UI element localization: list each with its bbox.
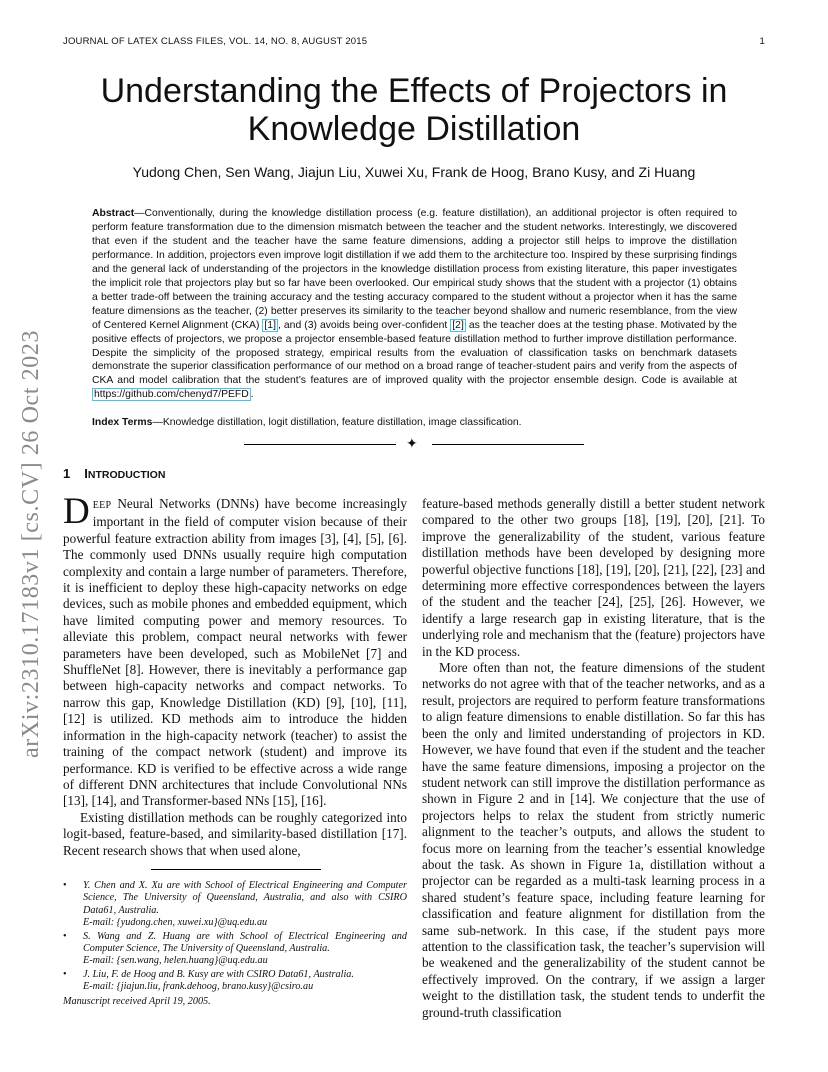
bullet-icon: • (63, 880, 67, 891)
separator-line-right (432, 444, 584, 445)
code-url-link[interactable]: https://github.com/chenyd7/PEFD (94, 389, 249, 401)
author-affiliations (63, 880, 407, 995)
affiliation-text: J. Liu, F. de Hoog and B. Kusy are with CSIRO Data61, Australia. (83, 968, 354, 980)
section-heading (63, 466, 165, 481)
paragraph-text: Neural Networks (DNNs) have become increasingly important in the field of computer vision because of their powerful feature extraction ability from images [3], [4], [5], [6]. The commonly used DNNs usually require high computation complexity and contain a large number of parameters. Therefore, it is inefficient to deploy these high-capacity networks on edge devices, such as mobile phones and embedded equipment, which have limited computing power and memory resources. To alleviate this problem, compact neural networks with fewer parameters have been developed, such as MobileNet [7] and ShuffleNet [8]. However, there is inevitably a performance gap between high-capacity networks and compact networks. To narrow this gap, Knowledge Distillation (KD) [9], [10], [11], [12] is utilized. KD methods aim to introduce the hidden information in the high-capacity network (teacher) to assist the training of the compact network (student) and improve its performance. KD is verified to be effective across a wide range of different DNN architectures that include Convolutional NNs [13], [14], and Transformer-based NNs [15], [16]. (63, 496, 407, 809)
section-title-initial: I (84, 466, 88, 481)
index-terms-label: Index Terms (92, 417, 153, 428)
footnote-rule (151, 869, 321, 870)
section-number: 1 (63, 466, 71, 481)
paragraph: feature-based methods generally distill a better student network compared to the other two groups [18], [19], [20], [21]. To improve the generalizability of the student, various feature distillation methods have been developed by designing more powerful objective functions [18], [19], [20], [21], [22], [23] and determining more effective correspondences between the layers of the student and the teacher [24], [25], [26]. However, we identify a large research gap in existing literature, that is the underlying role and mechanism that the (feature) projectors have in the KD process. (422, 496, 765, 659)
abstract-text-3: as the teacher does at the testing phase. Motivated by the positive effects of projectors, we propose a projector ensemble-based feature distillation method to further improve distillation performance. Despite the simplicity of the proposed strategy, empirical results from the evaluation of classification tasks on benchmark datasets demonstrate the superior classification performance of our method on a broad range of teacher-student pairs and verify from the aspects of CKA and model calibration that the student’s features are of improved quality with the projector ensemble design. Code is available at (92, 319, 737, 387)
abstract-end: . (250, 389, 254, 401)
affiliation-email: E-mail: {yudong.chen, xuwei.xu}@uq.edu.au (83, 917, 268, 929)
abstract-text-2: , and (3) avoids being over-confident (277, 319, 451, 331)
abstract (92, 207, 737, 402)
page-number: 1 (759, 36, 765, 47)
paragraph: More often than not, the feature dimensions of the student networks do not agree with that of the teacher networks, and as a result, projectors are required to perform feature transformations to align feature dimensions to enable distillation. So far this has been the only and limited understanding of projectors in KD. However, we have found that even if the student and the teacher have the same feature dimensions, imposing a projector on the student network can still improve the distillation performance as shown in Figure 2 and in [14]. We conjecture that the use of projectors helps to relax the student from strictly numeric alignment to the teacher’s outputs, and allows the student to focus more on learning from the teacher’s essential knowledge about the task. As shown in Figure 1a, distillation without a projector can be regarded as a multi-task learning process in a shared student’s feature space, including feature learning for classification and feature alignment for distillation from the same sub-network. In this case, if the student pays more attention to the classification task, the teacher’s supervision will be weakened and the generalizability of the student cannot be effectively improved. On the contrary, if we assign a larger weight to the distillation task, the student tends to underfit the ground-truth classification (422, 660, 765, 1020)
index-terms (92, 417, 737, 428)
index-terms-text: —Knowledge distillation, logit distillation, feature distillation, image classification. (152, 417, 522, 428)
affiliation-email: E-mail: {jiajun.liu, frank.dehoog, brano.kusy}@csiro.au (83, 981, 314, 993)
affiliation-note (63, 880, 407, 930)
paragraph: Existing distillation methods can be roughly categorized into logit-based, feature-based, and similarity-based distillation [17]. Recent research shows that when used alone, (63, 809, 407, 858)
running-header (63, 36, 765, 47)
manuscript-note: Manuscript received April 19, 2005. (63, 996, 211, 1007)
affiliation-text: Y. Chen and X. Xu are with School of Electrical Engineering and Computer Science, The University of Queensland, Australia, and also with CSIRO Data61, Australia. (83, 880, 407, 916)
citation-link[interactable]: [2] (452, 319, 464, 331)
abstract-text-1: —Conventionally, during the knowledge distillation process (e.g. feature distillation), an additional projector is often required to perform feature transformation due to the dimension mismatch between the teacher and the student networks. Interestingly, we discovered that even if the student and the teacher have the same feature dimensions, adding a projector still helps to improve the distillation performance. In addition, projectors even improve logit distillation if we add them to the architecture too. Inspired by these surprising findings and the general lack of understanding of the projectors in the knowledge distillation process from existing literature, this paper investigates the implicit role that projectors play but so far have been overlooked. Our empirical study shows that the student with a projector (1) obtains a better trade-off between the training accuracy and the testing accuracy compared to the student without a projector when it has the same feature dimensions as the teacher, (2) better preserves its similarity to the teacher beyond shallow and numeric resemblance, from the view of Centered Kernel Alignment (CKA) (92, 208, 737, 331)
section-title-rest: NTRODUCTION (87, 469, 166, 481)
arxiv-stamp: arXiv:2310.17183v1 [cs.CV] 26 Oct 2023 (18, 329, 44, 758)
dropcap: D (63, 491, 90, 532)
bullet-icon: • (63, 968, 67, 980)
affiliation-text: S. Wang and Z. Huang are with School of Electrical Engineering and Computer Science, The University of Queensland, Australia. (83, 930, 407, 955)
bullet-icon: • (63, 930, 67, 942)
author-list: Yudong Chen, Sen Wang, Jiajun Liu, Xuwei Xu, Frank de Hoog, Brano Kusy, and Zi Huang (132, 164, 696, 180)
body-column-left (63, 491, 407, 859)
abstract-label: Abstract (92, 208, 135, 219)
body-column-right (422, 496, 765, 1021)
running-head-text: JOURNAL OF LATEX CLASS FILES, VOL. 14, NO. 8, AUGUST 2015 (63, 36, 368, 47)
citation-link[interactable]: [1] (264, 319, 276, 331)
separator-star-icon: ✦ (406, 437, 418, 452)
paragraph (63, 491, 407, 810)
section-separator (244, 436, 584, 452)
separator-line-left (244, 444, 396, 445)
affiliation-note (63, 931, 407, 968)
affiliation-note (63, 969, 407, 994)
paper-title: Understanding the Effects of Projectors in Knowledge Distillation (100, 72, 728, 148)
smallcaps-lead: EEP (92, 500, 112, 511)
affiliation-email: E-mail: {sen.wang, helen.huang}@uq.edu.au (83, 955, 268, 967)
